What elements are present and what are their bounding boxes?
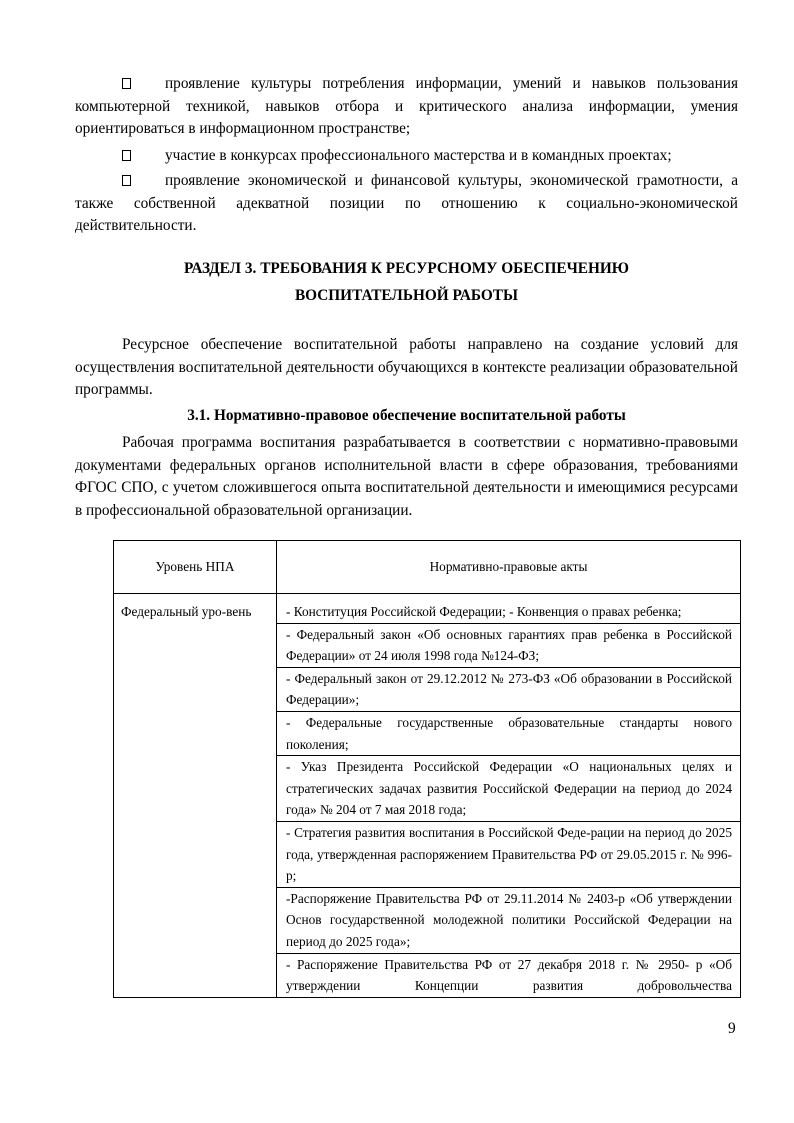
section-title-line-2: ВОСПИТАТЕЛЬНОЙ РАБОТЫ xyxy=(294,287,519,304)
acts-cell xyxy=(277,594,741,998)
section-title-line-1: РАЗДЕЛ 3. ТРЕБОВАНИЯ К РЕСУРСНОМУ ОБЕСПЕЧЕНИЮ xyxy=(183,260,630,277)
table-header-row xyxy=(114,541,741,594)
act-item: - Распоряжение Правительства РФ от 27 декабря 2018 г. № 2950- р «Об утверждении Концепции развития добровольчества xyxy=(286,956,732,994)
page-number: 9 xyxy=(728,1020,736,1037)
header-level: Уровень НПА xyxy=(114,541,277,594)
level-text: Федеральный уро-вень xyxy=(121,604,252,619)
subsection-paragraph: Рабочая программа воспитания разрабатывается в соответствии с нормативно-правовыми документами федеральных органов исполнительной власти в сфере образования, требованиями ФГОС СПО, с учетом сложившегося опыта воспитательной деятельности и имеющимися ресурсами в профессиональной образовательной организации. xyxy=(75,434,738,519)
level-cell xyxy=(114,594,277,998)
bullet-item: проявление культуры потребления информации, умений и навыков пользования компьютерной техникой, навыков отбора и критического анализа информации, умения ориентироваться в информационном пространстве; xyxy=(75,75,738,137)
subsection-title: 3.1. Нормативно-правовое обеспечение воспитательной работы xyxy=(187,407,626,424)
section-intro-paragraph: Ресурсное обеспечение воспитательной работы направлено на создание условий для осуществления воспитательной деятельности обучающихся в контексте реализации образовательной программы. xyxy=(75,336,738,398)
bullet-item: участие в конкурсах профессионального мастерства и в командных проектах; xyxy=(75,145,738,168)
act-item: - Федеральный закон «Об основных гарантиях прав ребенка в Российской Федерации» от 24 июля 1998 года №124-ФЗ; xyxy=(277,624,740,668)
square-bullet-icon xyxy=(122,78,131,89)
act-item: -Распоряжение Правительства РФ от 29.11.2014 № 2403-р «Об утверждении Основ государственной молодежной политики Российской Федерации на период до 2025 года»; xyxy=(277,888,740,954)
square-bullet-icon xyxy=(122,175,131,186)
act-item: - Указ Президента Российской Федерации «О национальных целях и стратегических задачах развития Российской Федерации на период до 2024 года» № 204 от 7 мая 2018 года; xyxy=(277,756,740,822)
bullet-item: проявление экономической и финансовой культуры, экономической грамотности, а также собственной адекватной позиции по отношению к социально-экономической действительности. xyxy=(75,172,738,234)
header-acts: Нормативно-правовые акты xyxy=(277,541,741,594)
act-item: - Стратегия развития воспитания в Российской Феде-рации на период до 2025 года, утвержденная распоряжением Правительства РФ от 29.05.2015 г. № 996-р; xyxy=(277,822,740,888)
table-row xyxy=(114,594,741,998)
npa-table xyxy=(113,540,741,998)
square-bullet-icon xyxy=(122,150,131,161)
act-item: - Конституция Российской Федерации; - Конвенция о правах ребенка; xyxy=(277,594,740,624)
act-item: - Федеральные государственные образовательные стандарты нового поколения; xyxy=(277,712,740,756)
act-item: - Федеральный закон от 29.12.2012 № 273-ФЗ «Об образовании в Российской Федерации»; xyxy=(277,668,740,712)
